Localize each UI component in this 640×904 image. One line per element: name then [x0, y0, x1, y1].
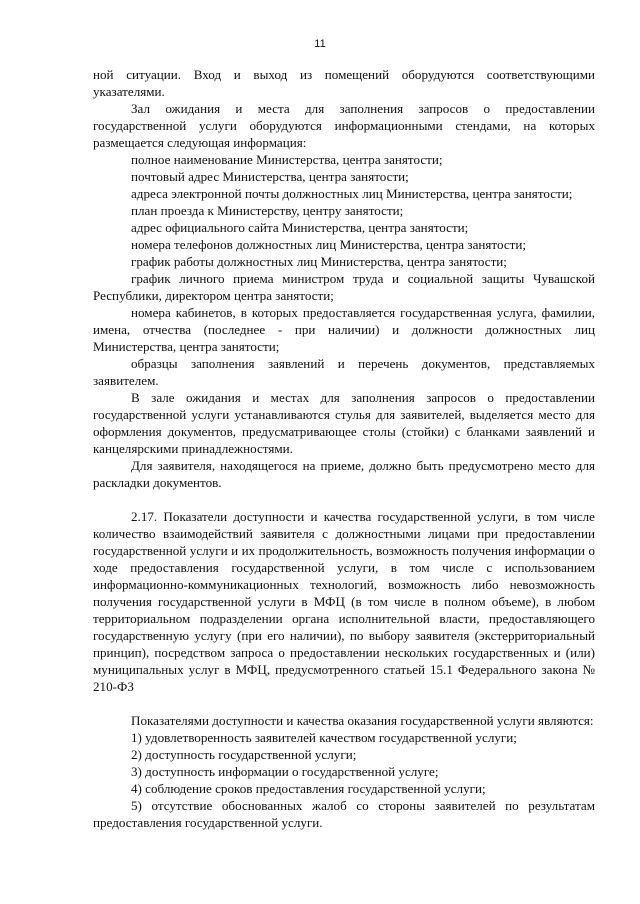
paragraph: график работы должностных лиц Министерства, центра занятости; [131, 254, 507, 269]
page-number: 11 [314, 38, 326, 50]
paragraph: 5) отсутствие обоснованных жалоб со стороны заявителей по результатам предоставления государственной услуги. [93, 798, 595, 830]
paragraph: Зал ожидания и места для заполнения запросов о предоставлении государственной услуги оборудуются информационными стендами, на которых размещается следующая информация: [93, 101, 595, 150]
paragraph: адрес официального сайта Министерства, центра занятости; [131, 220, 469, 235]
paragraph: ной ситуации. Вход и выход из помещений оборудуются соответствующими указателями. [93, 67, 595, 99]
paragraph: план проезда к Министерству, центру занятости; [131, 203, 404, 218]
document-body [93, 66, 595, 831]
paragraph: график личного приема министром труда и социальной защиты Чувашской Республики, директором центра занятости; [93, 271, 595, 303]
paragraph: адреса электронной почты должностных лиц Министерства, центра занятости; [131, 186, 573, 201]
paragraph: 1) удовлетворенность заявителей качеством государственной услуги; [131, 730, 517, 745]
paragraph: полное наименование Министерства, центра занятости; [131, 152, 443, 167]
paragraph: Показателями доступности и качества оказания государственной услуги являются: [131, 713, 594, 728]
paragraph: образцы заполнения заявлений и перечень документов, представляемых заявителем. [93, 356, 595, 388]
paragraph: номера кабинетов, в которых предоставляется государственная услуга, фамилии, имена, отчества (последнее - при наличии) и должности должностных лиц Министерства, центра занятости; [93, 305, 595, 354]
paragraph: почтовый адрес Министерства, центра занятости; [131, 169, 409, 184]
paragraph: 4) соблюдение сроков предоставления государственной услуги; [131, 781, 486, 796]
paragraph: Для заявителя, находящегося на приеме, должно быть предусмотрено место для раскладки документов. [93, 458, 595, 490]
paragraph: 3) доступность информации о государственной услуге; [131, 764, 439, 779]
paragraph: В зале ожидания и местах для заполнения запросов о предоставлении государственной услуги устанавливаются стулья для заявителей, выделяется место для оформления документов, предусматривающее столы (стойки) с бланками заявлений и канцелярскими принадлежностями. [93, 390, 595, 456]
paragraph: номера телефонов должностных лиц Министерства, центра занятости; [131, 237, 527, 252]
paragraph: 2) доступность государственной услуги; [131, 747, 357, 762]
paragraph: 2.17. Показатели доступности и качества государственной услуги, в том числе количество взаимодействий заявителя с должностными лицами при предоставлении государственной услуги и их продолжительность, возможность получения информации о ходе предоставления государственной услуги, в том числе с использованием информационно-коммуникационных технологий, возможность либо невозможность получения государственной услуги в МФЦ (в том числе в полном объеме), в любом территориальном подразделении органа исполнительной власти, предоставляющего государственную услугу (при его наличии), по выбору заявителя (экстерриториальный принцип), посредством запроса о предоставлении нескольких государственных и (или) муниципальных услуг в МФЦ, предусмотренного статьей 15.1 Федерального закона № 210-ФЗ [93, 509, 595, 694]
